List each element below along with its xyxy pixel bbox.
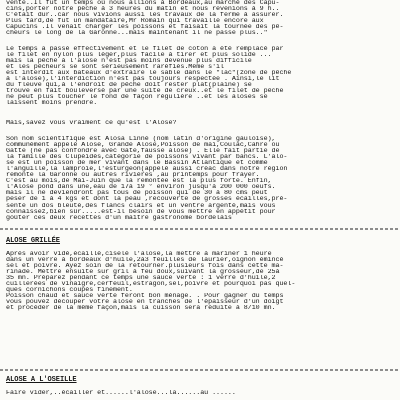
text-line: cuillerées de vinaigre,cerfeuil,estragon,sel,poivre et pourquoi pas quel-: [6, 281, 296, 288]
text-line: C'est au mois,de Mai-Juin que la remontée est la plus forte. Enfin,: [6, 178, 272, 185]
text-line: sel et poivre. Ayez soin de la retourner.plusieurs fois dans cette ma-: [6, 263, 284, 270]
text-line: goûter ces deux recettes d'un maître gastronome bordelais: [6, 214, 232, 221]
text-line: Poisson chaud et sauce verte feront bon ménage. . Pour gagner du temps: [6, 293, 284, 300]
text-line: remonte la Garonne ou autres rivières ,au printemps pour frayer.: [6, 172, 260, 179]
page-divider: [0, 369, 400, 371]
text-line: Son nom scientifique est Alosa Linné (nom latin d'origine gauloise),: [6, 136, 276, 143]
text-line: mais la pêche à l'alose n'est pas moins devenue plus difficile: [6, 58, 252, 65]
text-line: et procéder de la même façon,mais la cuisson sera réduite à 8/10 mn.: [6, 305, 276, 312]
text-line: à l'alose),l'interdiction n'est pas toujours respectée . Ainsi,le lit: [6, 76, 280, 83]
text-line: 35 mn. Préparez pendant ce temps une sauce verte : 1 verre d'huile,2: [6, 275, 276, 282]
text-line: Capucins .Il venait charger les poissons et faisait la tournée des pê-: [6, 24, 284, 31]
recipe1-title: ALOSE GRILLÉE: [6, 237, 60, 245]
text-line: peser de 1 à 4 kgs et dont la peau ,recouverte de grosses écailles,pré-: [6, 196, 288, 203]
text-line: dans un verre à bordeaux d'huile,2à3 feuilles de laurier,oignon émincé: [6, 257, 284, 264]
text-line: l'anguille,la lamproie,l'esturgeon(appelé aussi créac dans notre région: [6, 166, 288, 173]
page-divider: [0, 228, 400, 230]
recipe1-body: [6, 251, 394, 311]
recipe2-title: ALOSE A L'OSEILLE: [6, 376, 77, 384]
text-line: sente un dos bleuté,des flancs clairs et un ventre argenté,mais vous: [6, 202, 276, 209]
intro-paragraph: [6, 0, 394, 36]
text-line: rinade. Mettre ensuite sur gril à feu doux,suivant la grosseur,de 25à: [6, 269, 280, 276]
text-line: se est un poisson de mer vivant dans le Bassin Atlantique et comme: [6, 160, 268, 167]
question-text: Mais,savez vous vraiment ce qu'est l'Alose?: [6, 120, 177, 127]
third-paragraph: [6, 136, 394, 221]
text-line: trouve en fait bouleversé par une suite de creux..et le filet de pêche: [6, 88, 284, 95]
text-line: cins,porter notre pêche à 3 heures du matin et nous revenions à 9 h..: [6, 6, 280, 13]
recipe2-body: [6, 390, 394, 396]
text-line: mais il ne deviendront pas tous de poisson qui de 30 à 80 cms peut: [6, 190, 268, 197]
text-line: est interdit aux bateaux d'extraire le sable dans le "lac"(zone de pêche: [6, 70, 292, 77]
text-line: du fleuve qui,à l'endroit de pêche doit rester plat(plaine) se: [6, 82, 252, 89]
text-line: Après avoir vidé,écaillé,ciselé l'alose,la mettre à mariner 1 heure: [6, 251, 272, 258]
text-line: Gatte (ne pas confondre avec Gate,fausse alose) . Elle fait partie de: [6, 148, 280, 155]
text-line: vente..Il fut un temps où nous allions à Bordeaux,au marché des Capu-: [6, 0, 280, 7]
text-line: Plus tard,de fut un mandataire,Mr Romain qui travaille encore aux: [6, 18, 264, 25]
text-line: et les pêcheurs se sont sérieusement raréfiés.Même s'il: [6, 64, 224, 71]
second-paragraph: [6, 46, 394, 106]
text-line: C'était dur..car nous vivions aussi les travaux de la ferme à assurer.: [6, 12, 284, 19]
question-line: [6, 120, 394, 126]
text-line: l'Alose pond dans une,eau de 17à 19 ° environ jusqu'à 200 000 oeufs.: [6, 184, 276, 191]
text-line: la famille des Clupéidés,catégorie de poissons vivant par bancs. L'alo-: [6, 154, 288, 161]
text-line: vous pouvez découper votre alose en tranches de l'épaisseur d'un doigt: [6, 299, 284, 306]
text-line: Le temps a passé effectivement et le filet de coton a été remplacé par: [6, 46, 284, 53]
text-line: cheurs le long de la Garonne...mais maintenant il ne passe plus..": [6, 30, 268, 37]
text-line: communément appelé Alose, Grande Alose,Poisson de mai,Coulac,Cahre ou: [6, 142, 280, 149]
text-line: le filet en nylon plus léger,plus facile à tirer et plus solide ...: [6, 52, 272, 59]
text-line: ques cornichons coupés finement.: [6, 287, 133, 294]
text-line: connaissez,bien sûr.....est-il besoin de vous mettre en appétit pour: [6, 208, 276, 215]
text-line: Faire vider,..écailler et......l'alose...la......au ......: [6, 390, 236, 397]
text-line: laissent moins prendre.: [6, 100, 98, 107]
text-line: ne peut plus toucher le fond de façon régulière ..et les aloses se: [6, 94, 268, 101]
